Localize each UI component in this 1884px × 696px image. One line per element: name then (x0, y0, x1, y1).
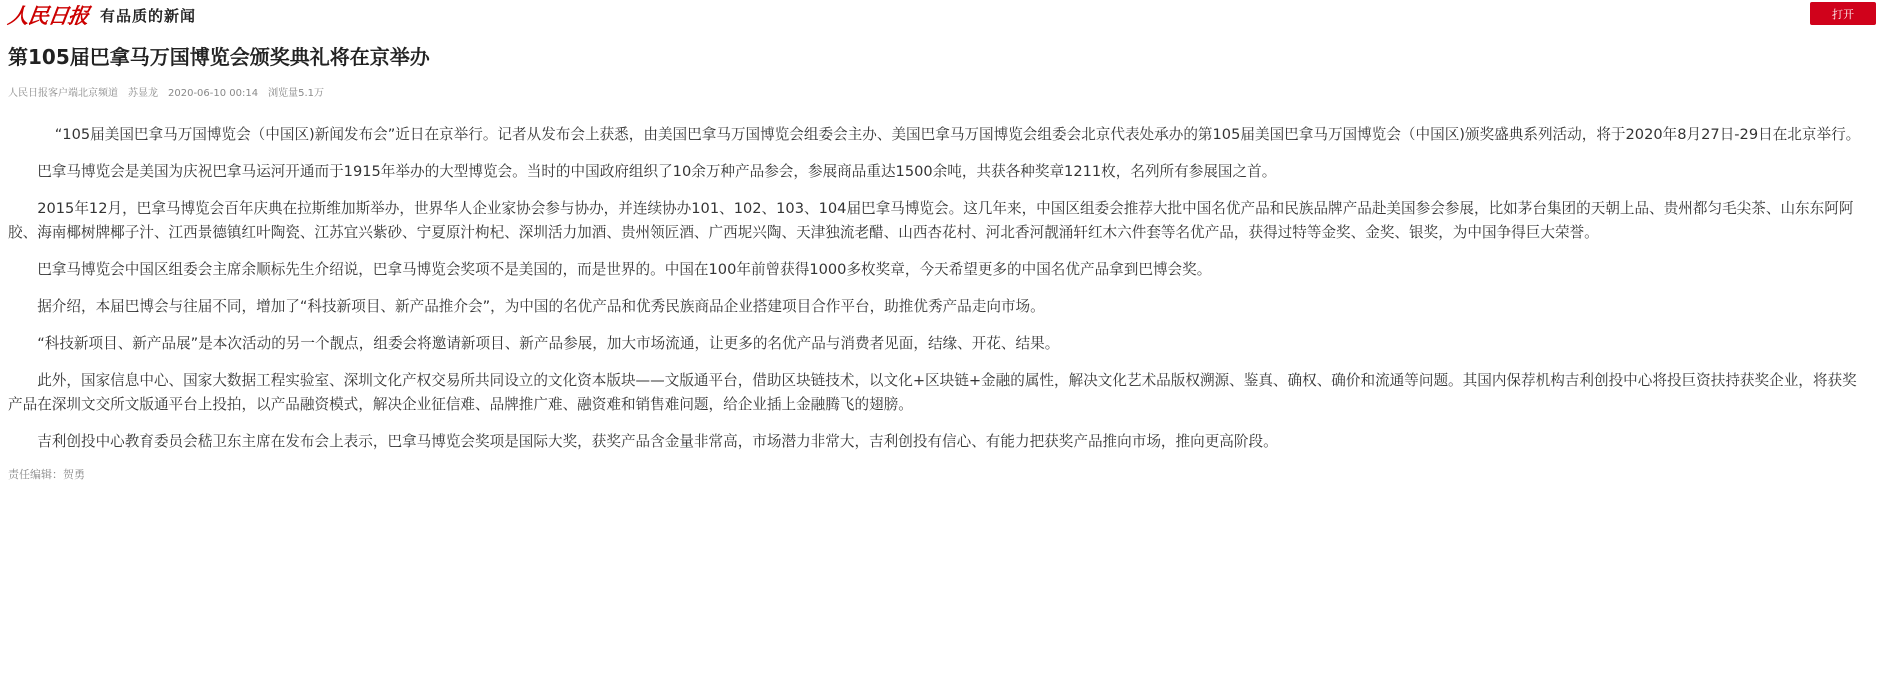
article-paragraph: “105届美国巴拿马万国博览会（中国区)新闻发布会”近日在京举行。记者从发布会上获悉，由美国巴拿马万国博览会组委会主办、美国巴拿马万国博览会组委会北京代表处承办的第105届美国巴拿马万国博览会（中国区)颁奖盛典系列活动，将于2020年8月27日-29日在北京举行。 (54, 126, 1861, 143)
article-paragraph: “科技新项目、新产品展”是本次活动的另一个靓点，组委会将邀请新项目、新产品参展，加大市场流通，让更多的名优产品与消费者见面，结缘、开花、结果。 (37, 335, 1060, 352)
article-body (8, 123, 1864, 454)
article-paragraph: 巴拿马博览会是美国为庆祝巴拿马运河开通而于1915年举办的大型博览会。当时的中国政府组织了10余万种产品参会，参展商品重达1500余吨，共获各种奖章1211枚，名列所有参展国之首。 (37, 163, 1277, 180)
article-source: 人民日报客户端北京频道 (8, 88, 118, 99)
article-author: 苏显龙 (128, 88, 158, 99)
top-bar (0, 0, 1884, 30)
responsible-editor: 责任编辑：贺勇 (8, 468, 85, 481)
article-datetime: 2020-06-10 00:14 (168, 88, 259, 99)
article-views: 浏览量5.1万 (268, 88, 325, 99)
article-paragraph: 2015年12月，巴拿马博览会百年庆典在拉斯维加斯举办，世界华人企业家协会参与协办，并连续协办101、102、103、104届巴拿马博览会。这几年来，中国区组委会推荐大批中国名优产品和民族品牌产品赴美国参会参展，比如茅台集团的天朝上品、贵州都匀毛尖茶、山东东阿阿胶、海南椰树牌椰子汁、江西景德镇红叶陶瓷、江苏宜兴紫砂、宁夏原汁枸杞、深圳活力加酒、贵州领匠酒、广西坭兴陶、天津独流老醋、山西杏花村、河北香河靓涌轩红木六件套等名优产品，获得过特等金奖、金奖、银奖，为中国争得巨大荣誉。 (8, 200, 1854, 241)
article-title: 第105届巴拿马万国博览会颁奖典礼将在京举办 (8, 45, 430, 69)
article-paragraph: 此外，国家信息中心、国家大数据工程实验室、深圳文化产权交易所共同设立的文化资本版块——文版通平台，借助区块链技术，以文化+区块链+金融的属性，解决文化艺术品版权溯源、鉴真、确权、确价和流通等问题。其国内保荐机构吉利创投中心将投巨资扶持获奖企业，将获奖产品在深圳文交所文版通平台上投拍，以产品融资模式，解决企业征信难、品牌推广难、融资难和销售难问题，给企业插上金融腾飞的翅膀。 (8, 372, 1857, 413)
people-daily-logo[interactable]: 人民日报 (6, 2, 90, 28)
slogan: 有品质的新闻 (100, 6, 197, 25)
article-paragraph: 吉利创投中心教育委员会嵇卫东主席在发布会上表示，巴拿马博览会奖项是国际大奖，获奖产品含金量非常高，市场潜力非常大，吉利创投有信心、有能力把获奖产品推向市场，推向更高阶段。 (37, 433, 1278, 450)
open-app-button[interactable]: 打开 (1810, 2, 1876, 25)
article-paragraph: 据介绍，本届巴博会与往届不同，增加了“科技新项目、新产品推介会”，为中国的名优产品和优秀民族商品企业搭建项目合作平台，助推优秀产品走向市场。 (37, 298, 1045, 315)
article-meta (8, 87, 1884, 101)
article-paragraph: 巴拿马博览会中国区组委会主席余顺标先生介绍说，巴拿马博览会奖项不是美国的，而是世界的。中国在100年前曾获得1000多枚奖章，今天希望更多的中国名优产品拿到巴博会奖。 (37, 261, 1212, 278)
